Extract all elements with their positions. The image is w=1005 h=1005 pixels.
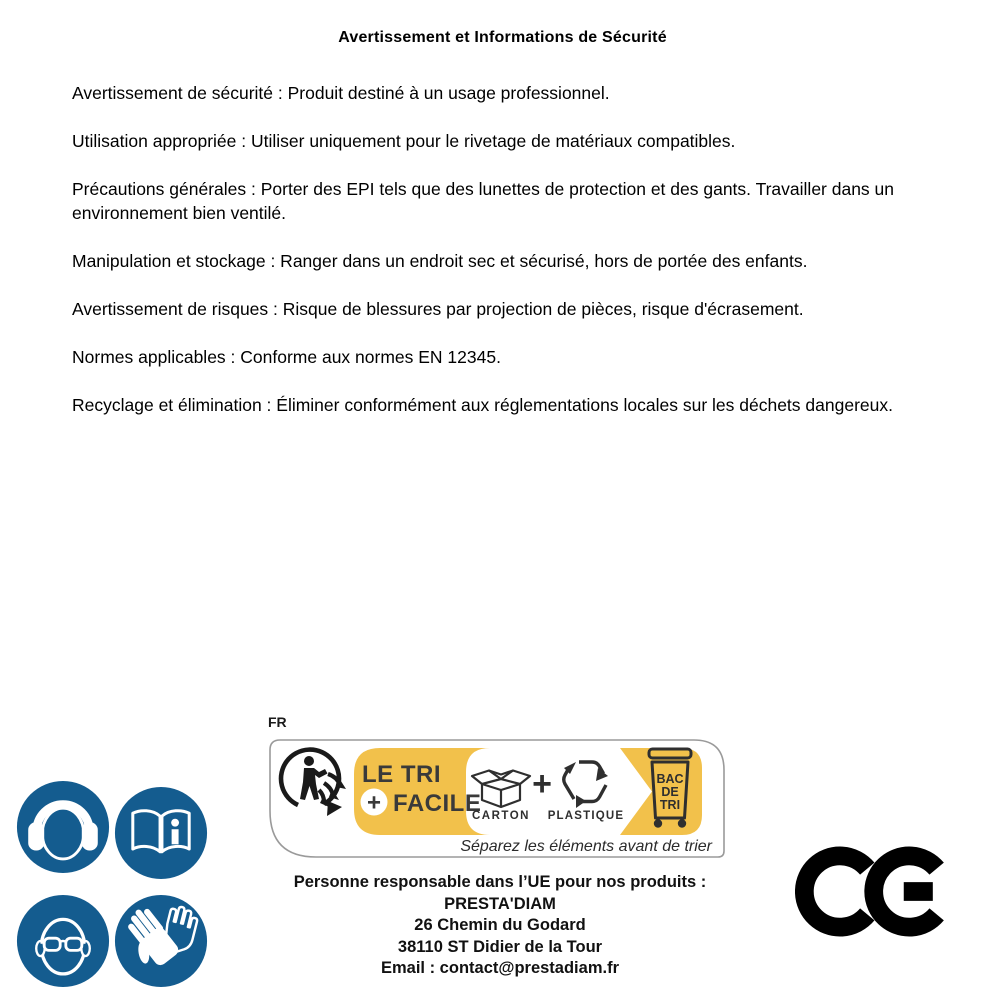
bac-line-3: TRI xyxy=(659,798,681,812)
paragraph-recycling: Recyclage et élimination : Éliminer conformément aux réglementations locales sur les déchets dangereux. xyxy=(72,395,893,415)
plastique-label: PLASTIQUE xyxy=(547,810,625,822)
bac-line-2: DE xyxy=(661,785,679,799)
wear-eye-protection-icon xyxy=(16,894,110,988)
paragraph-appropriate-use: Utilisation appropriée : Utiliser uniquement pour le rivetage de matériaux compatibles. xyxy=(72,131,736,151)
plus-badge-text: + xyxy=(366,789,382,817)
wear-ear-protection-icon xyxy=(16,780,110,874)
read-instruction-manual-icon xyxy=(114,786,208,880)
contact-email: Email : contact@prestadiam.fr xyxy=(381,959,619,977)
info-tri-recycling-label xyxy=(268,738,728,858)
plus-between-materials: + xyxy=(532,765,552,803)
carton-label: CARTON xyxy=(472,810,530,822)
wear-protective-gloves-icon xyxy=(114,894,208,988)
fr-country-label: FR xyxy=(268,714,287,730)
paragraph-handling-storage: Manipulation et stockage : Ranger dans un endroit sec et sécurisé, hors de portée des enfants. xyxy=(72,251,808,271)
facile-text: FACILE xyxy=(393,790,482,817)
paragraph-safety-warning: Avertissement de sécurité : Produit destiné à un usage professionnel. xyxy=(72,83,610,103)
safety-text-block xyxy=(72,81,952,441)
company-name: PRESTA'DIAM xyxy=(444,894,556,913)
responsible-person-block xyxy=(250,872,750,980)
le-tri-text: LE TRI xyxy=(362,761,441,788)
address-street: 26 Chemin du Godard xyxy=(414,916,586,934)
paragraph-standards: Normes applicables : Conforme aux normes EN 12345. xyxy=(72,347,501,367)
sorting-tagline: Séparez les éléments avant de trier xyxy=(460,838,712,855)
address-city: 38110 ST Didier de la Tour xyxy=(397,937,603,956)
ce-mark-icon xyxy=(795,840,945,944)
paragraph-general-precautions: Précautions générales : Porter des EPI tels que des lunettes de protection et des gants. Travailler dans un environnement bien ventilé. xyxy=(72,179,895,223)
page-title: Avertissement et Informations de Sécurité xyxy=(338,29,667,46)
bac-line-1: BAC xyxy=(656,772,684,786)
responsible-person-heading: Personne responsable dans l’UE pour nos produits : xyxy=(293,873,707,891)
paragraph-risk-warning: Avertissement de risques : Risque de blessures par projection de pièces, risque d'écrasement. xyxy=(72,299,804,319)
